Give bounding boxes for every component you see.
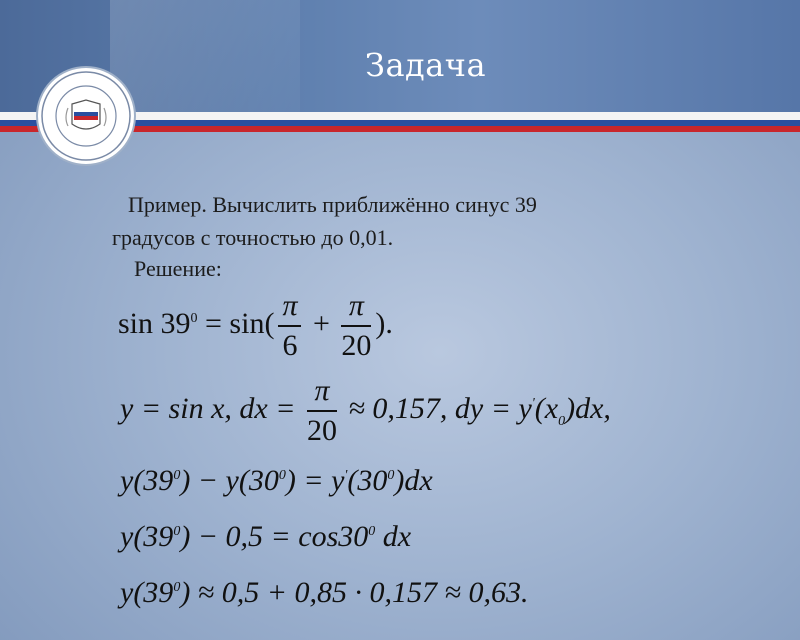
eq3-degree-2: 0 (278, 468, 286, 483)
eq4-part-b: ) − 0,5 = cos30 (180, 520, 369, 553)
university-emblem-icon (36, 66, 136, 166)
eq4-part-a: y(39 (120, 520, 174, 553)
eq3-prime: ' (344, 468, 348, 483)
eq1-sin-text: sin 39 (118, 306, 191, 340)
eq5-part-b: ) ≈ 0,5 + 0,85 · 0,157 ≈ 0,63. (180, 576, 529, 609)
eq5-part-a: y(39 (120, 576, 174, 609)
eq2-fraction (307, 372, 337, 450)
eq4-degree-1: 0 (173, 524, 181, 539)
problem-statement-line-2: градусов с точностью до 0,01. (112, 225, 394, 250)
eq3-part-b: ) − y(30 (180, 464, 279, 497)
eq2-part-a: y = sin x, dx = (120, 391, 303, 425)
eq2-frac-den: 20 (306, 414, 337, 447)
eq3-part-a: y(39 (120, 464, 174, 497)
eq5-degree: 0 (173, 580, 181, 595)
eq1-frac1-den: 6 (282, 329, 298, 362)
equation-2 (120, 372, 611, 450)
equation-1 (118, 287, 393, 365)
eq2-part-b: ≈ 0,157, dy = y (340, 391, 532, 425)
eq1-end: ). (375, 306, 393, 340)
eq4-part-c: dx (375, 520, 412, 553)
eq2-prime: ' (531, 395, 535, 411)
eq2-frac-num: π (307, 372, 337, 412)
eq3-part-e: )dx (394, 464, 433, 497)
eq1-fraction-1 (278, 287, 301, 365)
solution-heading: Решение: (134, 256, 222, 281)
equation-3 (120, 464, 433, 498)
eq1-degree: 0 (190, 310, 198, 326)
eq2-part-d: )dx, (565, 391, 611, 425)
eq3-part-d: (30 (347, 464, 388, 497)
eq1-frac2-num: π (341, 287, 371, 327)
eq1-plus: + (305, 306, 338, 340)
eq1-fraction-2 (341, 287, 371, 365)
problem-statement-line-1: Пример. Вычислить приближённо синус 39 (128, 192, 537, 217)
eq4-degree-2: 0 (368, 524, 376, 539)
eq1-frac1-num: π (278, 287, 301, 327)
eq2-subscript: 0 (558, 413, 566, 429)
slide-title: Задача (365, 46, 487, 84)
eq3-degree-1: 0 (173, 468, 181, 483)
eq1-mid: = sin( (197, 306, 275, 340)
equation-5 (120, 576, 528, 610)
eq3-degree-3: 0 (387, 468, 395, 483)
equation-4 (120, 520, 411, 554)
eq1-frac2-den: 20 (341, 329, 372, 362)
header-decoration (110, 0, 300, 112)
eq2-part-c: (x (534, 391, 559, 425)
eq3-part-c: ) = y (285, 464, 345, 497)
